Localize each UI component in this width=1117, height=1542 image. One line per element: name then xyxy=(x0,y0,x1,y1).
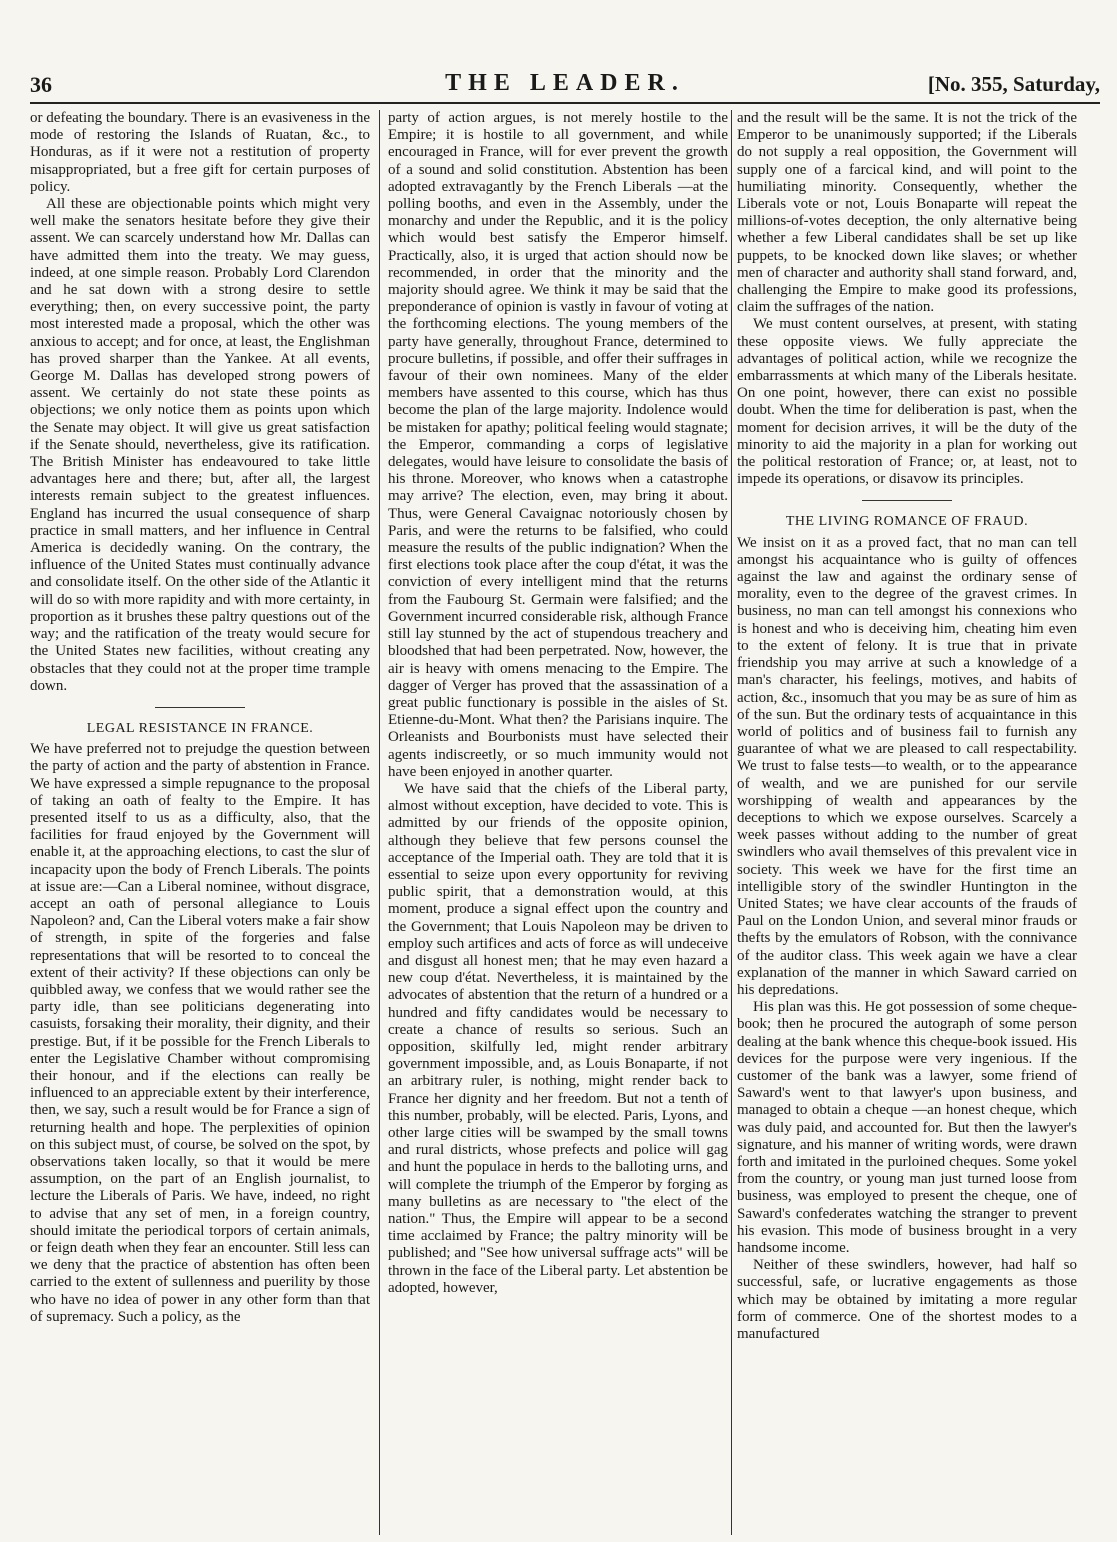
paragraph: party of action argues, is not merely hostile to the Empire; it is hostile to all government, and while encouraged in France, will for ever prevent the growth of a sound and solid constitution. Abstention has been adopted extravagantly by the French Liberals —at the polling booths, and even in the Assembly, under the monarchy and under the Republic, and it is the policy which would best satisfy the Emperor himself. Practically, also, it is urged that action should now be recommended, in order that the minority and the majority should agree. We think it may be said that the preponderance of opinion is vastly in favour of voting at the forthcoming elections. The young members of the party have generally, throughout France, determined to procure bulletins, if possible, and offer their suffrages in favour of their own nominees. Many of the elder members have assented to this course, which has thus become the plan of the large majority. Indolence would be mistaken for apathy; political feeling would stagnate; the Emperor, commanding a corps of legislative delegates, would have leisure to consolidate the basis of his throne. Moreover, who knows when a catastrophe may arrive? The election, even, may bring it about. Thus, were General Cavaignac notoriously chosen by Paris, and were the returns to be falsified, who could measure the results of the public indignation? When the first elections took place after the coup d'état, it was the conviction of every intelligent mind that the returns from the Faubourg St. Germain were falsified; and the Government incurred considerable risk, although France still lay stunned by the act of stupendous treachery and bloodshed that had been perpetrated. Now, however, the air is heavy with omens menacing to the Empire. The dagger of Verger has proved that the assassination of a great public functionary is possible in the aisles of St. Etienne-du-Mont. What then? the Parisians inquire. The Orleanists and Bourbonists must have selected their agents indiscreetly, or so much immunity would not have been enjoyed in another quarter. xyxy=(388,110,728,780)
masthead xyxy=(30,68,1100,104)
paragraph: and the result will be the same. It is not the trick of the Emperor to be unanimously supported; if the Liberals do not supply a real opposition, the Government will supply one of a farcical kind, and will point to the humiliating minority. Consequently, whether the Liberals vote or not, Louis Bonaparte will repeat the millions-of-votes deception, the only alternative being whether a few Liberal candidates shall be set up like puppets, to be knocked down like slaves; or whether men of character and authority shall stand forward, and, challenging the Empire to make good its professions, claim the suffrages of the nation. xyxy=(737,110,1077,316)
issue-label: [No. 355, Saturday, xyxy=(927,72,1100,96)
paragraph: We insist on it as a proved fact, that no man can tell amongst his acquaintance who is guilty of offences against the law and against the ordinary sense of morality, even to the degree of the gravest crimes. In business, no man can tell amongst his connexions who is honest and who is deceiving him, cheating him even to the extent of felony. It is true that in private friendship you may arrive at such a knowledge of a man's character, his feelings, motives, and habits of action, &c., insomuch that you may be as sure of him as of the sun. But the ordinary tests of acquaintance in this world of politics and of business fail to furnish any guarantee of what we are pleased to call respectability. We trust to false tests—to wealth, or to the appearance of wealth, and we are punished for our servile worshipping of wealth and appearances by the deceptions to which we expose ourselves. Scarcely a week passes without adding to the number of great swindlers who avail themselves of this prevalent vice in society. This week we have for the first time an intelligible story of the swindler Huntington in the United States; we have clear accounts of the frauds of Paul on the London Union, and several minor frauds or thefts by the emulators of Robson, with the connivance of the auditor class. This week again we have a clear explanation of the manner in which Saward carried on his depredations. xyxy=(737,534,1077,998)
paragraph: All these are objectionable points which might very well make the senators hesitate before they give their assent. We can scarcely understand how Mr. Dallas can have admitted them into the treaty. We may guess, indeed, at one simple reason. Probably Lord Clarendon and he sat down with a strong desire to settle everything; then, on every successive point, the party most interested made a proposal, which the other was anxious to accept; and for once, at least, the Englishman has proved sharper than the Yankee. At all events, George M. Dallas has developed strong powers of assent. We certainly do not state these points as objections; we only notice them as points upon which the Senate may object. It will give us great satisfaction if the Senate should, nevertheless, give its ratification. The British Minister has endeavoured to take little advantages here and there; but, after all, the largest interests remain subject to the greatest influences. England has incurred the usual consequence of sharp practice in small matters, and her influence in Central America is decidedly waning. On the contrary, the influence of the United States must continually advance and consolidate itself. On the other side of the Atlantic it will do so with more rapidity and with more certainty, in proportion as it brushes these paltry questions out of the way; and the ratification of the treaty would secure for the United States new facilities, without creating any obstacles that they could not at the proper time trample down. xyxy=(30,196,370,694)
column-2 xyxy=(388,110,728,1535)
paragraph: We have preferred not to prejudge the question between the party of action and the party of abstention in France. We have expressed a simple repugnance to the proposal of taking an oath of fealty to the Empire. It has presented itself to us as a difficulty, also, that the facilities for fraud enjoyed by the Government will enable it, at the approaching elections, to cast the slur of incapacity upon the body of French Liberals. The points at issue are:—Can a Liberal nominee, without disgrace, accept an oath of personal allegiance to Louis Napoleon? and, Can the Liberal voters make a fair show of strength, in spite of the forgeries and false representations that will be resorted to to conceal the extent of their activity? If these objections can only be quibbled away, we confess that we would rather see the party idle, than see politicians degenerating into casuists, forsaking their morality, their dignity, and their prestige. But, if it be possible for the French Liberals to enter the Legislative Chamber without compromising their honour, and if the elections can really be influenced to an appreciable extent by their interference, then, we say, such a result would be for France a sign of returning health and hope. The perplexities of opinion on this subject must, of course, be solved on the spot, by observations taken locally, so that it would be mere assumption, on the part of an English journalist, to lecture the Liberals of Paris. We have, indeed, no right to advise that any set of men, in a foreign country, should imitate the periodical torpors of certain animals, or feign death when they fear an encounter. Still less can we deny that the practice of abstention has often been carried to the extent of sullenness and puerility by those who have no idea of power in any other form than that of supremacy. Such a policy, as the xyxy=(30,741,370,1325)
article-heading-legal-resistance: LEGAL RESISTANCE IN FRANCE. xyxy=(86,720,314,736)
column-divider-1 xyxy=(379,110,380,1535)
article-heading-living-romance: THE LIVING ROMANCE OF FRAUD. xyxy=(785,514,1029,530)
article-divider xyxy=(155,707,245,708)
paragraph: We have said that the chiefs of the Liberal party, almost without exception, have decided to vote. This is admitted by our friends of the opposite opinion, although they believe that few persons counsel the acceptance of the Imperial oath. They are told that it is essential to seize upon every opportunity for reviving public spirit, that a demonstration would, at this moment, produce a signal effect upon the country and the Government; that Louis Napoleon may be driven to employ such artifices and acts of force as will undeceive and disgust all honest men; that he may even hazard a new coup d'état. Nevertheless, it is maintained by the advocates of abstention that the return of a hundred or a hundred and fifty candidates would be necessary to create a chance of results so serious. Such an opposition, skilfully led, might render arbitrary government impossible, and, as Louis Bonaparte, if not an arbitrary ruler, is nothing, might render back to France her dignity and her freedom. But not a tenth of this number, probably, will be elected. Paris, Lyons, and other large cities will be swamped by the small towns and rural districts, whose prefects and police will gag and hunt the populace in herds to the balloting urns, and will complete the triumph of the Emperor by forging as many bulletins as are necessary to "the elect of the nation." Thus, the Empire will appear to be a second time acclaimed by France; the paltry minority will be published; and "See how universal suffrage acts" will be thrown in the face of the Liberal party. Let abstention be adopted, however, xyxy=(388,780,728,1296)
page-number: 36 xyxy=(30,72,52,97)
column-3 xyxy=(737,110,1077,1535)
paragraph: Neither of these swindlers, however, had half so successful, safe, or lucrative engagements as those which may be obtained by imitating a more regular form of commerce. One of the shortest modes to a manufactured xyxy=(737,1257,1077,1343)
paragraph: or defeating the boundary. There is an evasiveness in the mode of restoring the Islands of Ruatan, &c., to Honduras, as if it were not a restitution of property misappropriated, but a free gift for certain purposes of policy. xyxy=(30,110,370,195)
paragraph: His plan was this. He got possession of some cheque-book; then he procured the autograph of some person dealing at the bank whence this cheque-book issued. His devices for the purpose were very ingenious. If the customer of the bank was a lawyer, some friend of Saward's went to that lawyer's upon business, and managed to obtain a cheque —an honest cheque, which was duly paid, and accounted for. But then the lawyer's signature, and his manner of writing words, were drawn forth and imitated in the purloined cheques. Some yokel from the country, or young man just turned loose from business, was employed to present the cheque, one of Saward's confederates watching the stranger to prevent his evasion. This mode of business brought in a very handsome income. xyxy=(737,999,1077,1256)
column-divider-2 xyxy=(731,110,732,1535)
column-1 xyxy=(30,110,370,1535)
article-divider xyxy=(862,500,952,501)
newspaper-title: THE LEADER. xyxy=(445,70,685,96)
paragraph: We must content ourselves, at present, with stating these opposite views. We fully appreciate the advantages of political action, while we recognize the embarrassments at which many of the Liberals hesitate. On one point, however, there can exist no possible doubt. When the time for deliberation is past, when the moment for decision arrives, it will be the duty of the minority to aid the majority in a plan for working out the political restoration of France; or, at least, not to impede its operations, or disavow its principles. xyxy=(737,316,1077,488)
